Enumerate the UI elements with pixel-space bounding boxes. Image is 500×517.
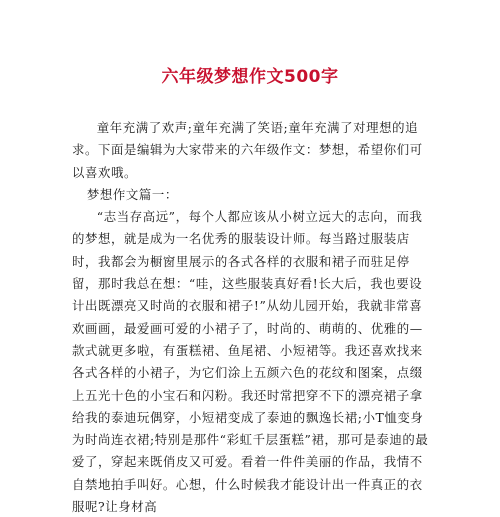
document-body	[72, 117, 432, 517]
intro-paragraph: 童年充满了欢声;童年充满了笑语;童年充满了对理想的追求。下面是编辑为大家带来的六年级作文：梦想，希望你们可以喜欢哦。	[72, 120, 423, 180]
section-heading: 梦想作文篇一：	[86, 186, 178, 202]
essay-paragraph: “志当存高远”，每个人都应该从小树立远大的志向，而我的梦想，就是成为一名优秀的服装设计师。每当路过服装店时，我都会为橱窗里展示的各式各样的衣服和裙子而驻足停留，那时我总在想：“哇，这些服装真好看!长大后，我也要设计出既漂亮又时尚的衣服和裙子!”从幼儿园开始，我就非常喜欢画画，最爱画可爱的小裙子了，时尚的、萌萌的、优雅的—	[72, 209, 423, 336]
document-title: 六年级梦想作文500字	[161, 67, 339, 87]
essay-paragraph-continued: 款式就更多啦，有蛋糕裙、鱼尾裙、小短裙等。我还喜欢找来各式各样的小裙子，为它们涂上五颜六色的花纹和图案，点缀上五光十色的小宝石和闪粉。我还时常把穿不下的漂亮裙子拿给我的泰迪玩偶穿，小短裙变成了泰迪的飘逸长裙;小T恤变身为时尚连衣裙;特别是那件“彩虹千层蛋糕”裙，那可是泰迪的最爱了，穿起来既俏皮又可爱。看着一件件美丽的作品，我情不自禁地拍手叫好。心想，什么时候我才能设计出一件真正的衣服呢?让身材高	[72, 342, 429, 515]
